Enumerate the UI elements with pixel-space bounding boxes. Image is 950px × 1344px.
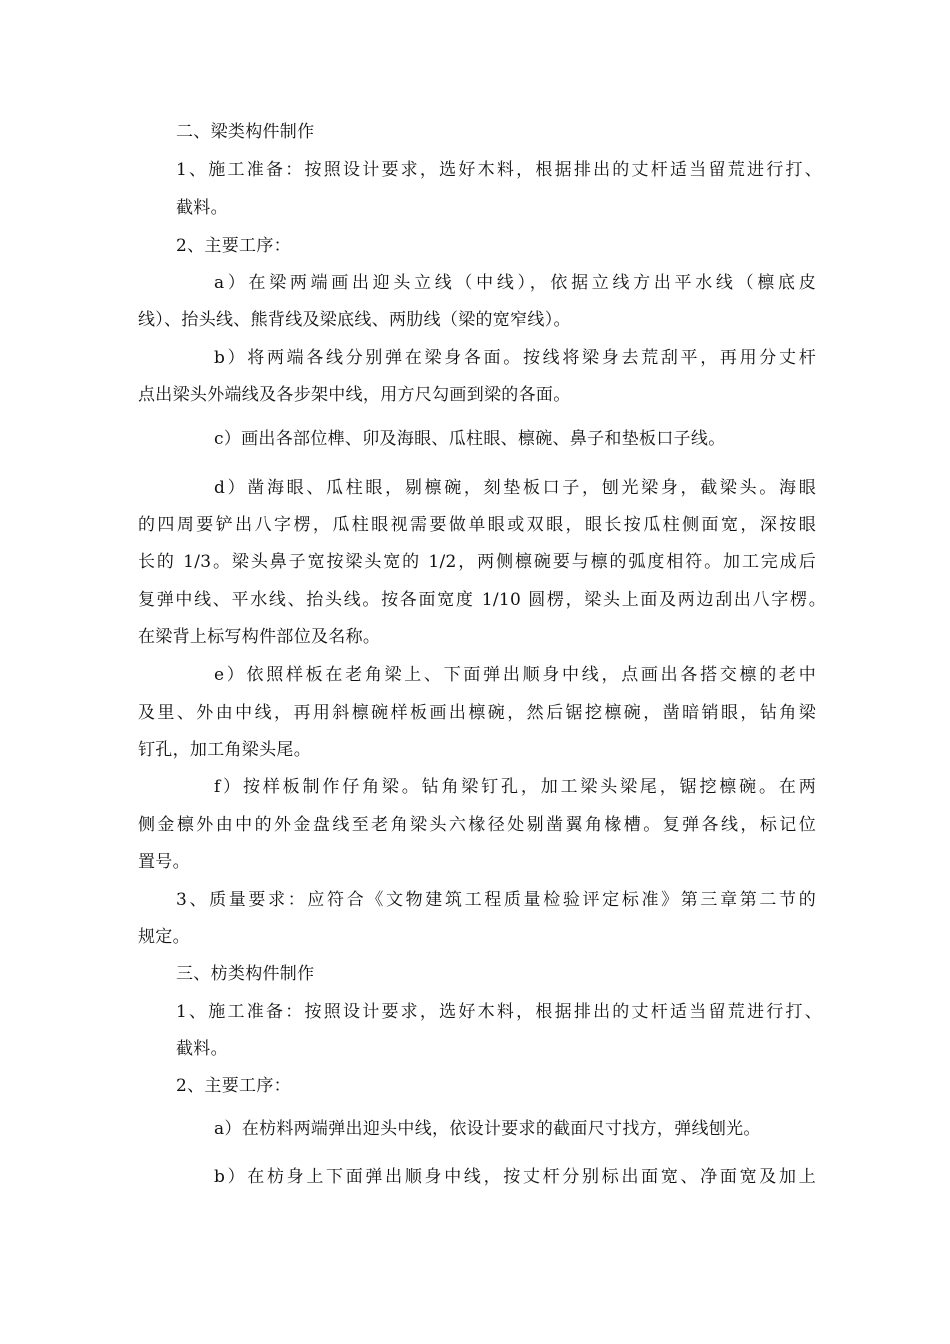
paragraph-line: d）凿海眼、瓜柱眼，剔檩碗，刻垫板口子，刨光梁身，截梁头。海眼 (214, 478, 816, 498)
paragraph-line: 钉孔，加工角梁头尾。 (138, 740, 311, 760)
paragraph-line: 在梁背上标写构件部位及名称。 (138, 627, 381, 647)
paragraph-line: 线）、抬头线、熊背线及梁底线、两肋线（梁的宽窄线）。 (138, 310, 571, 330)
paragraph-line: e）依照样板在老角梁上、下面弹出顺身中线，点画出各搭交檩的老中 (214, 665, 816, 685)
section-heading: 三、枋类构件制作 (176, 964, 315, 984)
paragraph-line: 规定。 (138, 927, 190, 947)
paragraph-line: 及里、外由中线，再用斜檩碗样板画出檩碗，然后锯挖檩碗，凿暗销眼，钻角梁 (138, 703, 816, 723)
paragraph-line: 点出梁头外端线及各步架中线，用方尺勾画到梁的各面。 (138, 385, 571, 405)
paragraph-line: 3、质量要求：应符合《文物建筑工程质量检验评定标准》第三章第二节的 (176, 890, 816, 910)
paragraph-line: 截料。 (176, 198, 228, 218)
paragraph-line: 的四周要铲出八字楞，瓜柱眼视需要做单眼或双眼，眼长按瓜柱侧面宽，深按眼 (138, 515, 816, 535)
section-heading: 二、梁类构件制作 (176, 122, 315, 142)
paragraph-line: 1、施工准备：按照设计要求，选好木料，根据排出的丈杆适当留荒进行打、 (176, 1002, 822, 1022)
subheading: 2、主要工序： (176, 1076, 291, 1096)
paragraph-line: b）在枋身上下面弹出顺身中线，按丈杆分别标出面宽、净面宽及加上 (214, 1167, 816, 1187)
paragraph-line: 长的 1/3。梁头鼻子宽按梁头宽的 1/2，两侧檩碗要与檩的弧度相符。加工完成后 (138, 552, 816, 572)
paragraph-line: 复弹中线、平水线、抬头线。按各面宽度 1/10 圆楞，梁头上面及两边刮出八字楞。 (138, 590, 826, 610)
paragraph-line: 1、施工准备：按照设计要求，选好木料，根据排出的丈杆适当留荒进行打、 (176, 160, 822, 180)
paragraph-line: 截料。 (176, 1039, 228, 1059)
paragraph-line: a）在枋料两端弹出迎头中线，依设计要求的截面尺寸找方，弹线刨光。 (214, 1119, 761, 1139)
paragraph-line: 侧金檩外由中的外金盘线至老角梁头六椽径处剔凿翼角椽槽。复弹各线，标记位 (138, 815, 816, 835)
subheading: 2、主要工序： (176, 236, 291, 256)
paragraph-line: b）将两端各线分别弹在梁身各面。按线将梁身去荒刮平，再用分丈杆 (214, 348, 816, 368)
paragraph-line: a）在梁两端画出迎头立线（中线），依据立线方出平水线（檩底皮 (214, 273, 816, 293)
paragraph-line: f）按样板制作仔角梁。钻角梁钉孔，加工梁头梁尾，锯挖檩碗。在两 (214, 777, 816, 797)
paragraph-line: c）画出各部位榫、卯及海眼、瓜柱眼、檩碗、鼻子和垫板口子线。 (214, 429, 726, 449)
paragraph-line: 置号。 (138, 852, 190, 872)
